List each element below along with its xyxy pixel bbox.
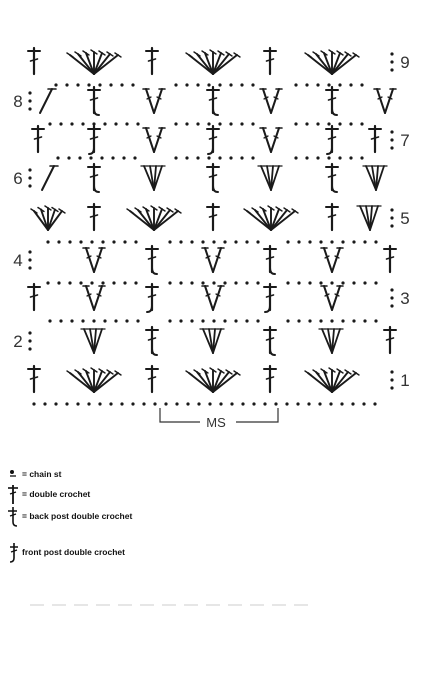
v-stitch: [260, 128, 282, 152]
chain-stitch: [241, 402, 244, 405]
chain-stitch: [390, 304, 393, 307]
chain-stitch: [134, 240, 137, 243]
chain-stitch: [76, 402, 79, 405]
chain-stitch: [67, 156, 70, 159]
v-stitch: [321, 248, 343, 272]
chain-stitch: [28, 184, 31, 187]
chain-stitch: [212, 240, 215, 243]
chain-stitch: [212, 281, 215, 284]
front-post-double-crochet: [264, 284, 276, 312]
chain-stitch: [308, 281, 311, 284]
back-post-double-crochet: [326, 164, 338, 192]
chain-stitch: [294, 83, 297, 86]
row-label-left: 8: [13, 92, 23, 111]
chain-stitch: [390, 288, 393, 291]
chain-stitch: [81, 319, 84, 322]
chain-stitch: [70, 319, 73, 322]
edge-stitch: [42, 166, 58, 190]
back-post-double-crochet: [146, 246, 158, 274]
chain-stitch: [390, 296, 393, 299]
chain-stitch: [164, 402, 167, 405]
row-label-left: 4: [13, 251, 23, 270]
chain-stitch: [48, 319, 51, 322]
chain-stitch: [101, 281, 104, 284]
chain-stitch: [201, 281, 204, 284]
chain-stitch: [363, 240, 366, 243]
chain-stitch: [101, 240, 104, 243]
chain-stitch: [120, 83, 123, 86]
chain-stitch: [363, 281, 366, 284]
chain-stitch: [327, 83, 330, 86]
v-stitch: [202, 286, 224, 310]
chain-stitch: [245, 319, 248, 322]
back-post-double-crochet: [207, 164, 219, 192]
faint-footer-line: [30, 604, 310, 606]
front-post-double-crochet: [88, 126, 100, 154]
chain-stitch: [234, 281, 237, 284]
chain-stitch: [57, 240, 60, 243]
chain-stitch: [360, 122, 363, 125]
chain-stitch: [218, 83, 221, 86]
row-label-right: 9: [400, 53, 410, 72]
chain-stitch: [123, 281, 126, 284]
shell-fan: [305, 368, 359, 392]
chain-stitch: [223, 281, 226, 284]
chain-stitch: [305, 156, 308, 159]
chain-stitch: [98, 402, 101, 405]
chain-stitch: [374, 240, 377, 243]
chain-stitch: [245, 240, 248, 243]
chain-stitch: [90, 281, 93, 284]
shell-fan: [186, 50, 240, 74]
chain-stitch: [223, 319, 226, 322]
chain-stitch: [218, 156, 221, 159]
chain-stitch: [65, 83, 68, 86]
chain-stitch: [256, 240, 259, 243]
chain-stitch: [81, 122, 84, 125]
legend-item-fpdc: [4, 540, 125, 564]
chain-stitch: [179, 240, 182, 243]
chain-stitch: [390, 208, 393, 211]
chain-stitch: [78, 156, 81, 159]
chain-stitch: [390, 60, 393, 63]
chain-stitch: [179, 281, 182, 284]
double-crochet: [369, 126, 381, 152]
chain-stitch: [185, 156, 188, 159]
chain-stitch: [341, 240, 344, 243]
back-post-double-crochet-icon: [4, 504, 22, 528]
back-post-double-crochet: [207, 87, 219, 115]
chain-stitch: [274, 402, 277, 405]
chain-stitch: [179, 319, 182, 322]
chain-stitch: [330, 281, 333, 284]
chain-stitch: [363, 319, 366, 322]
v-stitch: [83, 286, 105, 310]
back-post-double-crochet: [88, 87, 100, 115]
chain-stitch: [28, 347, 31, 350]
row-label-left: 6: [13, 169, 23, 188]
chain-stitch: [109, 402, 112, 405]
chain-stitch: [219, 402, 222, 405]
chain-stitch: [92, 319, 95, 322]
v-stitch: [260, 89, 282, 113]
row-label-left: 2: [13, 332, 23, 351]
back-post-double-crochet: [264, 246, 276, 274]
chain-stitch: [229, 83, 232, 86]
cluster-fan: [81, 329, 105, 353]
chain-stitch: [390, 224, 393, 227]
back-post-double-crochet: [326, 87, 338, 115]
chain-stitch: [112, 240, 115, 243]
legend-label-bpdc: = back post double crochet: [22, 511, 133, 521]
chain-stitch: [32, 402, 35, 405]
chain-stitch: [207, 83, 210, 86]
shell-fan: [305, 50, 359, 74]
chain-stitch: [329, 402, 332, 405]
chain-stitch: [92, 122, 95, 125]
row-label-right: 5: [400, 209, 410, 228]
chain-stitch: [373, 402, 376, 405]
chain-stitch: [103, 319, 106, 322]
chain-stitch: [294, 122, 297, 125]
chain-stitch: [56, 156, 59, 159]
chain-stitch: [168, 281, 171, 284]
shell-fan: [67, 368, 121, 392]
edge-stitch: [40, 89, 56, 113]
chain-stitch: [59, 122, 62, 125]
chain-stitch: [297, 240, 300, 243]
chain-stitch: [352, 319, 355, 322]
chain-stitch: [190, 281, 193, 284]
chain-stitch: [360, 156, 363, 159]
chain-stitch: [251, 83, 254, 86]
chain-stitch: [297, 319, 300, 322]
chain-stitch: [307, 402, 310, 405]
chain-stitch: [374, 319, 377, 322]
chain-stitch: [201, 240, 204, 243]
chain-stitch: [28, 91, 31, 94]
v-stitch: [321, 286, 343, 310]
front-post-double-crochet-icon: [4, 540, 22, 564]
chain-stitch: [28, 99, 31, 102]
chain-stitch: [390, 130, 393, 133]
legend-label-dc: = double crochet: [22, 489, 91, 499]
legend-label-chain: = chain st: [22, 469, 62, 479]
chain-stitch: [234, 319, 237, 322]
chain-stitch: [28, 339, 31, 342]
chain-stitch: [305, 122, 308, 125]
chain-stitch: [136, 122, 139, 125]
chain-stitch: [131, 402, 134, 405]
chain-stitch: [349, 83, 352, 86]
chain-stitch: [175, 402, 178, 405]
double-crochet: [88, 204, 100, 230]
chain-stitch: [318, 402, 321, 405]
shell-fan: [31, 206, 65, 230]
chain-stitch: [68, 281, 71, 284]
chain-stitch: [59, 319, 62, 322]
double-crochet: [384, 327, 396, 353]
v-stitch: [143, 128, 165, 152]
chain-stitch: [54, 83, 57, 86]
chain-stitch: [351, 402, 354, 405]
chain-stitch: [98, 83, 101, 86]
chain-stitch: [330, 240, 333, 243]
chain-stitch: [327, 156, 330, 159]
chain-stitch: [142, 402, 145, 405]
chain-stitch: [207, 156, 210, 159]
double-crochet: [264, 366, 276, 392]
chain-stitch: [114, 319, 117, 322]
chain-stitch: [341, 319, 344, 322]
double-crochet: [28, 48, 40, 74]
chain-stitch: [43, 402, 46, 405]
chain-stitch: [251, 156, 254, 159]
chain-stitch: [308, 319, 311, 322]
chain-stitch: [90, 240, 93, 243]
chain-stitch: [251, 122, 254, 125]
double-crochet: [207, 204, 219, 230]
double-crochet: [28, 284, 40, 310]
chain-stitch: [390, 378, 393, 381]
chain-stitch: [352, 240, 355, 243]
v-stitch: [143, 89, 165, 113]
chain-stitch: [46, 281, 49, 284]
v-stitch: [202, 248, 224, 272]
chain-stitch: [136, 319, 139, 322]
chain-stitch: [390, 146, 393, 149]
chain-stitch: [87, 402, 90, 405]
chain-stitch: [168, 319, 171, 322]
chain-stitch: [256, 319, 259, 322]
chain-stitch: [390, 370, 393, 373]
chain-stitch: [286, 319, 289, 322]
cluster-fan: [363, 166, 387, 190]
chain-stitch: [28, 331, 31, 334]
row-label-right: 1: [400, 371, 410, 390]
chain-stitch: [174, 156, 177, 159]
chain-stitch: [103, 122, 106, 125]
front-post-double-crochet: [146, 284, 158, 312]
chain-stitch: [208, 402, 211, 405]
chain-stitch: [340, 402, 343, 405]
cluster-fan: [319, 329, 343, 353]
chain-stitch: [390, 386, 393, 389]
chain-stitch: [197, 402, 200, 405]
chain-stitch: [28, 250, 31, 253]
double-crochet: [146, 48, 158, 74]
chain-stitch: [229, 156, 232, 159]
chain-stitch: [131, 83, 134, 86]
front-post-double-crochet: [207, 126, 219, 154]
chain-stitch: [28, 168, 31, 171]
repeat-label: MS: [206, 415, 226, 430]
chain-stitch: [207, 122, 210, 125]
chain-stitch: [196, 156, 199, 159]
shell-fan: [127, 206, 181, 230]
chain-stitch: [240, 122, 243, 125]
chain-stitch: [120, 402, 123, 405]
cluster-fan: [200, 329, 224, 353]
chain-stitch: [349, 156, 352, 159]
row-label-right: 3: [400, 289, 410, 308]
chain-stitch: [100, 156, 103, 159]
shell-fan: [67, 50, 121, 74]
chain-stitch: [319, 319, 322, 322]
chain-stitch: [240, 83, 243, 86]
chain-stitch: [68, 240, 71, 243]
v-stitch: [374, 89, 396, 113]
chain-stitch: [286, 281, 289, 284]
double-crochet-icon: [4, 482, 22, 506]
chain-stitch: [125, 122, 128, 125]
legend-item-dc: [4, 482, 90, 506]
chain-stitch: [46, 240, 49, 243]
chain-stitch: [297, 281, 300, 284]
chain-stitch: [230, 402, 233, 405]
chain-stitch: [125, 319, 128, 322]
chain-stitch: [286, 240, 289, 243]
chain-stitch: [341, 281, 344, 284]
back-post-double-crochet: [264, 327, 276, 355]
legend: [0, 462, 436, 582]
chain-stitch: [114, 122, 117, 125]
chain-stitch: [352, 281, 355, 284]
chain-stitch: [168, 240, 171, 243]
cluster-fan: [357, 206, 381, 230]
chain-stitch: [109, 83, 112, 86]
chain-stitch: [316, 156, 319, 159]
double-crochet: [32, 126, 44, 152]
chain-stitch: [79, 240, 82, 243]
chain-stitch: [390, 52, 393, 55]
double-crochet: [28, 366, 40, 392]
cluster-fan: [141, 166, 165, 190]
chain-stitch: [196, 83, 199, 86]
chain-stitch: [186, 402, 189, 405]
legend-label-fpdc: front post double crochet: [22, 547, 125, 557]
shell-fan: [244, 206, 298, 230]
cluster-fan: [258, 166, 282, 190]
chain-stitch: [390, 138, 393, 141]
chain-stitch: [319, 281, 322, 284]
chain-stitch: [190, 240, 193, 243]
chain-stitch: [212, 319, 215, 322]
chain-stitch: [256, 281, 259, 284]
front-post-double-crochet: [326, 126, 338, 154]
chain-stitch: [76, 83, 79, 86]
chain-stitch: [28, 266, 31, 269]
back-post-double-crochet: [88, 164, 100, 192]
chain-stitch: [201, 319, 204, 322]
chain-stitch: [111, 156, 114, 159]
chain-stitch: [245, 281, 248, 284]
shell-fan: [186, 368, 240, 392]
chain-stitch: [316, 122, 319, 125]
chain-stitch: [240, 156, 243, 159]
chain-stitch: [263, 402, 266, 405]
chain-stitch: [338, 83, 341, 86]
back-post-double-crochet: [146, 327, 158, 355]
chain-stitch: [223, 240, 226, 243]
chain-stitch: [218, 122, 221, 125]
chain-stitch: [174, 83, 177, 86]
stitch-symbols: [28, 48, 396, 406]
row-label-right: 7: [400, 131, 410, 150]
chain-stitch: [28, 258, 31, 261]
chain-stitch: [390, 68, 393, 71]
chain-stitch: [70, 122, 73, 125]
double-crochet: [264, 48, 276, 74]
chain-stitch: [305, 83, 308, 86]
chain-stitch: [134, 281, 137, 284]
chain-stitch: [229, 122, 232, 125]
chain-stitch: [112, 281, 115, 284]
chain-stitch: [65, 402, 68, 405]
chain-stitch: [153, 402, 156, 405]
chain-stitch: [48, 122, 51, 125]
chain-stitch: [338, 156, 341, 159]
chain-stitch: [362, 402, 365, 405]
chain-stitch: [316, 83, 319, 86]
double-crochet: [384, 246, 396, 272]
chain-stitch: [54, 402, 57, 405]
chain-stitch: [123, 240, 126, 243]
chain-stitch: [308, 240, 311, 243]
chain-stitch: [79, 281, 82, 284]
chain-stitch: [294, 156, 297, 159]
chain-stitch: [319, 240, 322, 243]
double-crochet: [146, 366, 158, 392]
chain-stitch: [252, 402, 255, 405]
chain-stitch: [185, 122, 188, 125]
chain-stitch: [28, 107, 31, 110]
legend-item-bpdc: [4, 504, 132, 528]
chain-stitch: [122, 156, 125, 159]
chain-stitch: [28, 176, 31, 179]
v-stitch: [83, 248, 105, 272]
chain-stitch: [327, 122, 330, 125]
chain-stitch: [349, 122, 352, 125]
double-crochet: [326, 204, 338, 230]
chain-stitch: [374, 281, 377, 284]
chain-stitch: [174, 122, 177, 125]
chain-stitch: [296, 402, 299, 405]
chain-stitch: [390, 216, 393, 219]
chain-stitch: [190, 319, 193, 322]
chain-stitch: [330, 319, 333, 322]
chain-stitch: [185, 83, 188, 86]
chain-stitch: [360, 83, 363, 86]
chain-stitch: [57, 281, 60, 284]
chain-stitch: [285, 402, 288, 405]
chain-stitch: [133, 156, 136, 159]
chain-stitch: [338, 122, 341, 125]
chain-stitch: [234, 240, 237, 243]
chain-stitch: [87, 83, 90, 86]
chain-stitch: [196, 122, 199, 125]
chain-stitch: [89, 156, 92, 159]
